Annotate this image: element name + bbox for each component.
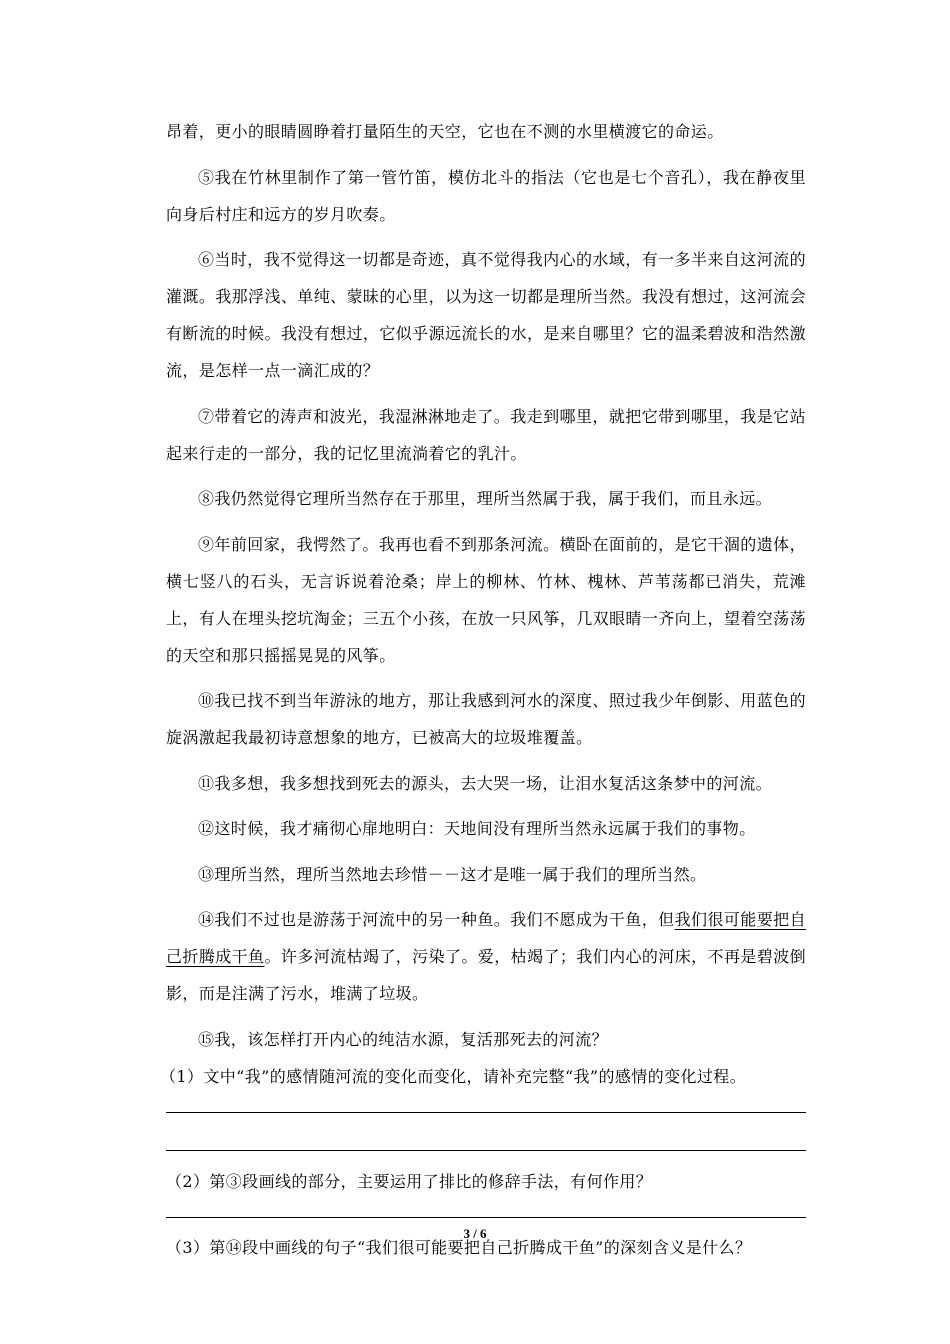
- paragraph-10: ⑩我已找不到当年游泳的地方，那让我感到河水的深度、照过我少年倒影、用蓝色的旋涡激起我最初诗意想象的地方，已被高大的垃圾堆覆盖。: [166, 691, 806, 747]
- paragraph-14-text-after: 。许多河流枯竭了，污染了。爱，枯竭了；我们内心的河床，不再是碧波倒影，而是注满了污水，堆满了垃圾。: [166, 947, 806, 1003]
- answer-line-2[interactable]: [166, 1150, 806, 1151]
- paragraph-6: ⑥当时，我不觉得这一切都是奇迹，真不觉得我内心的水域，有一多半来自这河流的灌溉。我那浮浅、单纯、蒙昧的心里，以为这一切都是理所当然。我没有想过，这河流会有断流的时候。我没有想过，它似乎源远流长的水，是来自哪里？它的温柔碧波和浩然激流，是怎样一点一滴汇成的？: [166, 250, 806, 380]
- paragraph-13: ⑬理所当然，理所当然地去珍惜－－这才是唯一属于我们的理所当然。: [198, 864, 707, 884]
- question-1: （1）文中“我”的感情随河流的变化而变化，请补充完整“我”的感情的变化过程。: [160, 1066, 747, 1086]
- question-2: （2）第③段画线的部分，主要运用了排比的修辞手法，有何作用？: [166, 1171, 653, 1191]
- answer-line-1[interactable]: [166, 1112, 806, 1113]
- answer-line-3[interactable]: [166, 1217, 806, 1218]
- page-number: 3 / 6: [463, 1226, 487, 1241]
- paragraph-5: ⑤我在竹林里制作了第一管竹笛，模仿北斗的指法（它也是七个音孔），我在静夜里向身后村庄和远方的岁月吹奏。: [166, 167, 806, 224]
- underlined-sentence: 我们很可能要把自己折腾成干鱼: [166, 910, 806, 966]
- paragraph-7: ⑦带着它的涛声和波光，我湿淋淋地走了。我走到哪里，就把它带到哪里，我是它站起来行走的一部分，我的记忆里流淌着它的乳汁。: [166, 406, 806, 463]
- document-body: [160, 113, 806, 1266]
- paragraph-11: ⑪我多想，我多想找到死去的源头，去大哭一场，让泪水复活这条梦中的河流。: [198, 773, 773, 793]
- paragraph-4-continued: 昂着，更小的眼睛圆睁着打量陌生的天空，它也在不测的水里横渡它的命运。: [166, 122, 724, 141]
- paragraph-14-text-before: ⑭我们不过也是游荡于河流中的另一种鱼。我们不愿成为干鱼，但: [198, 910, 675, 929]
- question-3: （3）第⑭段中画线的句子“我们很可能要把自己折腾成干鱼”的深刻含义是什么？: [166, 1237, 752, 1257]
- paragraph-15: ⑮我，该怎样打开内心的纯洁水源，复活那死去的河流？: [198, 1029, 609, 1049]
- paragraph-12: ⑫这时候，我才痛彻心扉地明白：天地间没有理所当然永远属于我们的事物。: [198, 819, 756, 838]
- paragraph-9: ⑨年前回家，我愕然了。我再也看不到那条河流。横卧在面前的，是它干涸的遗体，横七竖八的石头，无言诉说着沧桑；岸上的柳林、竹林、槐林、芦苇荡都已消失，荒滩上，有人在埋头挖坑淘金；三五个小孩，在放一只风筝，几双眼睛一齐向上，望着空荡荡的天空和那只摇摇晃晃的风筝。: [166, 534, 806, 665]
- paragraph-14: [166, 901, 806, 1012]
- paragraph-8: ⑧我仍然觉得它理所当然存在于那里，理所当然属于我，属于我们，而且永远。: [198, 489, 773, 508]
